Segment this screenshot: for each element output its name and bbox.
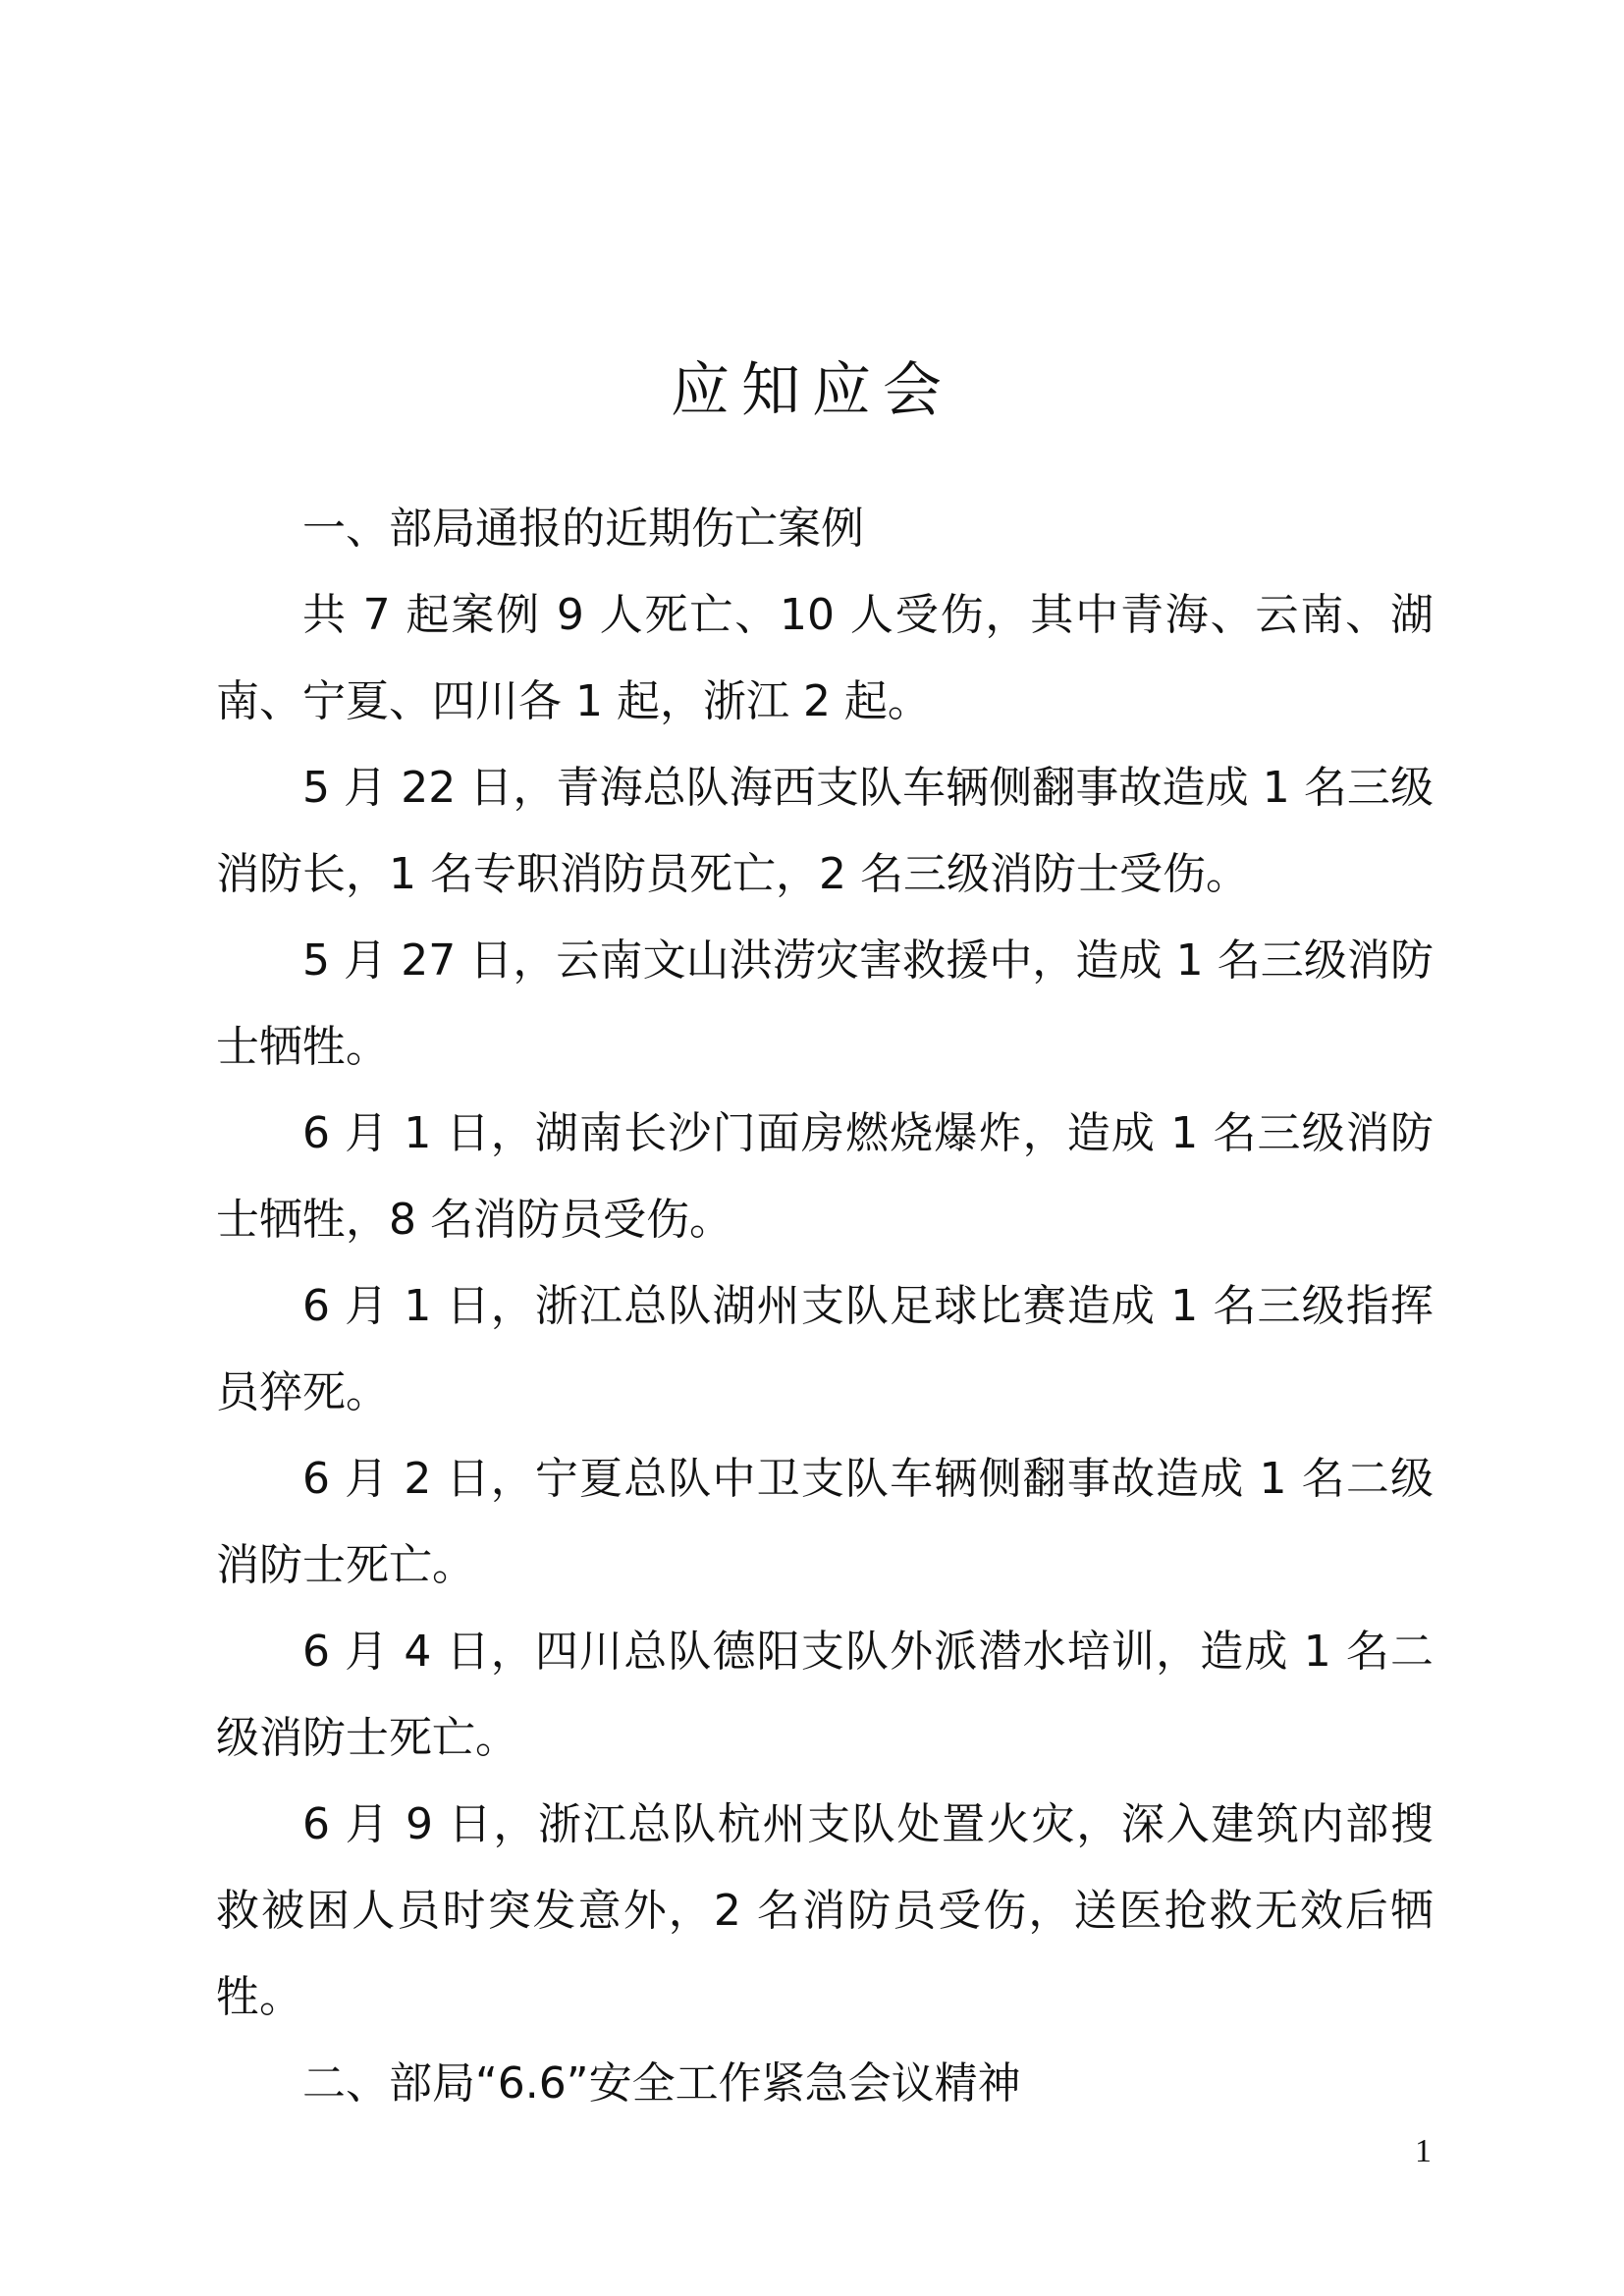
section-heading-1: 一、部局通报的近期伤亡案例: [302, 504, 864, 554]
case-paragraph-huzhou: 6 月 1 日，浙江总队湖州支队足球比赛造成 1 名三级指挥员猝死。: [216, 1281, 1434, 1417]
document-body: [216, 486, 1434, 2127]
case-paragraph-sichuan: 6 月 4 日，四川总队德阳支队外派潜水培训，造成 1 名二级消防士死亡。: [216, 1627, 1434, 1763]
case-paragraph-hunan: 6 月 1 日，湖南长沙门面房燃烧爆炸，造成 1 名三级消防士牺牲，8 名消防员受伤。: [216, 1108, 1434, 1245]
section-heading-2: 二、部局“6.6”安全工作紧急会议精神: [302, 2058, 1021, 2109]
case-paragraph-ningxia: 6 月 2 日，宁夏总队中卫支队车辆侧翻事故造成 1 名二级消防士死亡。: [216, 1454, 1434, 1590]
case-paragraph-qinghai: 5 月 22 日，青海总队海西支队车辆侧翻事故造成 1 名三级消防长，1 名专职消防员死亡，2 名三级消防士受伤。: [216, 763, 1434, 899]
summary-paragraph: 共 7 起案例 9 人死亡、10 人受伤，其中青海、云南、湖南、宁夏、四川各 1 起，浙江 2 起。: [216, 590, 1434, 726]
case-paragraph-yunnan: 5 月 27 日，云南文山洪涝灾害救援中，造成 1 名三级消防士牺牲。: [216, 935, 1434, 1072]
case-paragraph-hangzhou: 6 月 9 日，浙江总队杭州支队处置火灾，深入建筑内部搜救被困人员时突发意外，2 名消防员受伤，送医抢救无效后牺牲。: [216, 1799, 1434, 2022]
document-title: 应知应会: [671, 356, 953, 426]
page-number: 1: [1415, 2133, 1432, 2169]
